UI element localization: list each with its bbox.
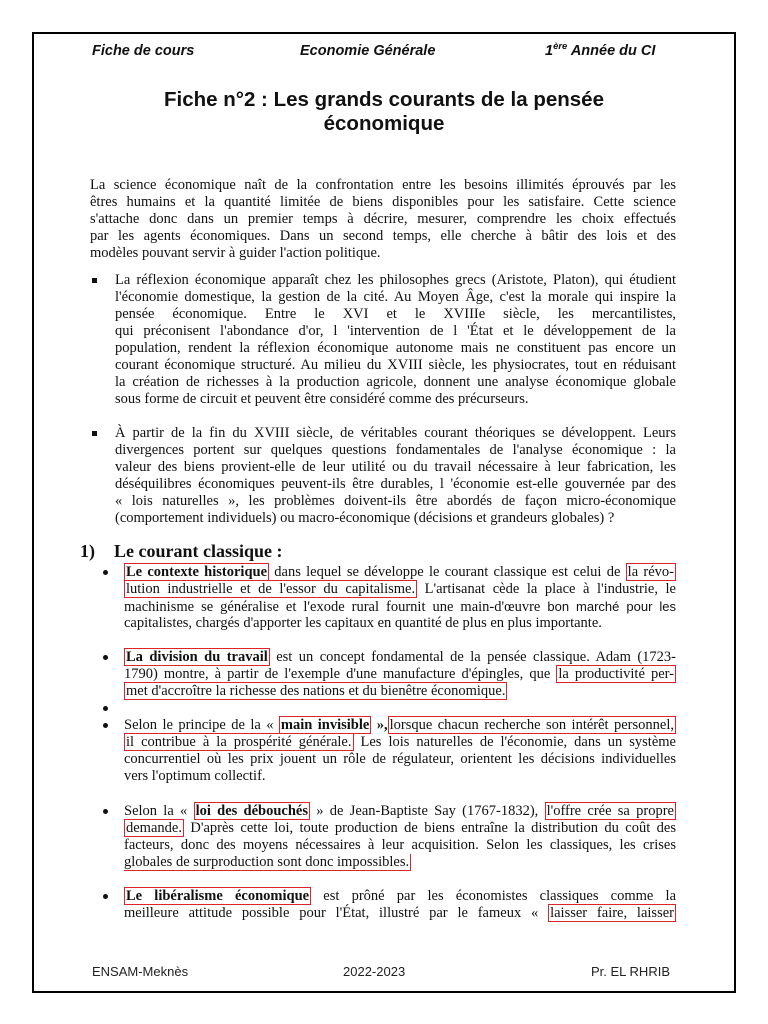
text-line: modèles pouvant servir à guider l'action politique.	[90, 245, 381, 261]
text-line: êtres humains et la quantité limitée de biens disponibles pour les satisfaire. Cette science	[90, 194, 676, 210]
text-line	[124, 666, 676, 683]
highlighted-phrase: la productivité per-	[558, 666, 674, 682]
text-line: valeur des biens provient-elle de leur utilité ou du travail nécessaire à leur fabrication, les	[115, 459, 676, 475]
text-line: vers l'optimum collectif.	[124, 768, 266, 784]
text-line	[124, 683, 676, 700]
square-bullet-icon	[92, 431, 97, 436]
text-line: concurrentiel où les prix jouent un rôle de régulateur, orientent les décisions individuelles	[124, 751, 676, 767]
header-course-type: Fiche de cours	[92, 43, 195, 59]
round-bullet-icon	[103, 706, 108, 711]
level-number: 1	[545, 43, 554, 59]
level-superscript: ère	[553, 41, 568, 53]
level-rest: Année du CI	[567, 43, 656, 59]
text-line: pensée économique. Entre le XVI et le XVIIIe siècle, les mercantilistes,	[115, 306, 676, 322]
text-run: est prôné par les économistes classiques comme la	[311, 888, 677, 904]
text-run: bon marché pour les	[547, 599, 676, 614]
highlighted-phrase: demande.	[126, 820, 182, 836]
highlighted-phrase: l'offre crée sa propre	[546, 803, 674, 819]
text-line	[124, 581, 676, 598]
text-line	[124, 649, 676, 666]
text-line: sous forme de circuit et peuvent être considéré comme des précurseurs.	[115, 391, 529, 407]
key-term: La division du travail	[126, 649, 268, 665]
text-run: est un concept fondamental de la pensée classique. Adam (1723-	[269, 649, 676, 665]
classical-point-liberalism	[124, 888, 676, 922]
text-line	[124, 888, 676, 905]
highlighted-phrase: lution industrielle et de l'essor du capitalisme.	[126, 581, 416, 597]
key-term: loi des débouchés	[195, 803, 309, 819]
key-term: Le contexte historique	[126, 564, 268, 580]
key-term: Le libéralisme économique	[126, 888, 310, 904]
text-run: 1790) montre, à partir de l'exemple d'une manufacture d'épingles, que	[124, 666, 557, 682]
text-run: machinisme se généralise et l'exode rural fournit une main-d'œuvre	[124, 599, 548, 615]
square-bullet-icon	[92, 278, 97, 283]
overview-bullet-item	[115, 425, 676, 527]
text-run: dans lequel se développe le courant classique est celui de	[269, 564, 626, 580]
title-line-2: économique	[323, 112, 445, 135]
text-line: qui préconisent l'abondance d'or, l 'intervention de l 'État et le développement de la	[115, 323, 676, 339]
footer-author: Pr. EL RHRIB	[591, 964, 670, 979]
classical-point-law-of-markets	[124, 803, 676, 871]
text-line: facteurs, donc des moyens nécessaires à leur acquisition. Selon les classiques, les crises	[124, 837, 676, 853]
text-run: Les lois naturelles de l'économie, dans un système	[353, 734, 676, 750]
intro-paragraph	[90, 177, 676, 262]
text-line: divergences portent sur quelques questions fondamentales de l'analyse économique : la	[115, 442, 676, 458]
text-line: déséquilibres économiques peuvent-ils être durables, l 'économie est-elle gouvernée par des	[115, 476, 676, 492]
highlighted-phrase: il contribue à la prospérité générale.	[126, 734, 352, 750]
text-line	[124, 717, 676, 734]
text-line: l'économie domestique, la gestion de la cité. Au Moyen Âge, c'est la morale qui inspire la	[115, 289, 676, 305]
text-line: À partir de la fin du XVIII siècle, de véritables courant théoriques se développent. Leurs	[115, 425, 676, 441]
header-level	[545, 43, 655, 60]
text-line: la création de richesses à la production agricole, donnent une analyse économique globale	[115, 374, 676, 390]
text-line: (comportement individuels) ou macro-économique (décisions et grandeurs globales) ?	[115, 510, 615, 526]
text-line: La réflexion économique apparaît chez les philosophes grecs (Aristote, Platon), qui étudient	[115, 272, 676, 288]
text-line	[124, 820, 676, 837]
underlined-phrase: globales de surproduction sont donc impossibles.	[124, 854, 410, 870]
highlighted-phrase: met d'accroître la richesse des nations et du bienêtre économique.	[126, 683, 506, 699]
section-number: 1)	[80, 541, 95, 561]
text-run: meilleure attitude possible pour l'État, illustré par le fameux «	[124, 905, 549, 921]
round-bullet-icon	[103, 894, 108, 899]
text-line: s'attache donc dans un premier temps à décrire, mesurer, comprendre les choix effectués	[90, 211, 676, 227]
overview-bullet-item	[115, 272, 676, 408]
header-subject: Economie Générale	[300, 43, 436, 59]
round-bullet-icon	[103, 655, 108, 660]
text-run: L'artisanat cède la place à l'industrie, le	[417, 581, 676, 597]
highlighted-phrase: lorsque chacun recherche son intérêt personnel,	[389, 717, 674, 733]
footer-school: ENSAM-Meknès	[92, 964, 189, 979]
text-run: » de Jean-Baptiste Say (1767-1832),	[310, 803, 545, 819]
text-line	[124, 564, 676, 581]
text-line: capitalistes, chargés d'apporter les capitaux en quantité de plus en plus importante.	[124, 615, 602, 631]
text-line: par les agents économiques. Dans un second temps, elle cherche à bâtir des lois et des	[90, 228, 676, 244]
section-heading: Le courant classique :	[114, 541, 283, 561]
text-line	[124, 803, 676, 820]
highlighted-phrase: la révo-	[627, 564, 674, 580]
bold-text: »,	[371, 717, 388, 733]
text-line: La science économique naît de la confrontation entre les besoins illimités éprouvés par les	[90, 177, 676, 193]
text-run: Selon la «	[124, 803, 194, 819]
footer-year: 2022-2023	[343, 964, 406, 979]
highlighted-phrase: laisser faire, laisser	[550, 905, 674, 921]
round-bullet-icon	[103, 570, 108, 575]
title-line-1: Fiche n°2 : Les grands courants de la pensée	[164, 88, 604, 111]
classical-point-context	[124, 564, 676, 632]
classical-point-invisible-hand	[124, 717, 676, 785]
page-title	[0, 88, 768, 136]
text-run: Selon le principe de la «	[124, 717, 279, 733]
text-line	[124, 905, 676, 922]
classical-point-division-of-labour	[124, 649, 676, 700]
text-run: D'après cette loi, toute production de biens entraîne la distribution du coût des	[183, 820, 676, 836]
text-line	[124, 598, 676, 615]
text-line: population, rendent la réflexion économique autonome mais ne constituent pas encore un	[115, 340, 676, 356]
text-line: « lois naturelles », les problèmes doivent-ils être abordés de façon micro-économique	[115, 493, 676, 509]
text-line	[124, 854, 676, 871]
text-line: courant économique structuré. Au milieu du XVIII siècle, les physiocrates, tout en réduisant	[115, 357, 676, 373]
round-bullet-icon	[103, 809, 108, 814]
key-term: main invisible	[280, 717, 370, 733]
text-line	[124, 734, 676, 751]
round-bullet-icon	[103, 723, 108, 728]
